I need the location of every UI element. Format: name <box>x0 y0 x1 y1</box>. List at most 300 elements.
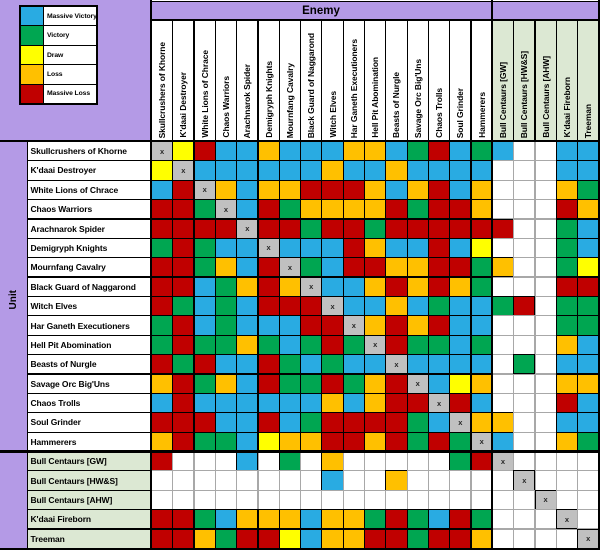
matchup-cell[interactable] <box>343 219 365 239</box>
matchup-cell[interactable] <box>577 160 599 180</box>
matchup-cell[interactable] <box>364 160 386 180</box>
matchup-cell[interactable] <box>492 219 514 239</box>
matchup-cell[interactable] <box>343 199 365 219</box>
empty-cell[interactable] <box>492 509 514 529</box>
row-header[interactable]: Black Guard of Naggarond <box>27 277 152 297</box>
matchup-cell[interactable] <box>385 141 407 161</box>
matchup-cell[interactable] <box>471 277 493 297</box>
empty-cell[interactable] <box>492 160 514 180</box>
matchup-cell[interactable] <box>492 296 514 316</box>
matchup-cell[interactable] <box>492 141 514 161</box>
matchup-cell[interactable] <box>279 412 301 432</box>
empty-cell[interactable] <box>172 470 194 490</box>
matchup-cell[interactable] <box>385 160 407 180</box>
matchup-cell[interactable] <box>513 296 535 316</box>
matchup-cell[interactable] <box>449 238 471 258</box>
diagonal-cell[interactable]: x <box>385 354 407 374</box>
column-header[interactable] <box>300 20 322 141</box>
matchup-cell[interactable] <box>172 432 194 452</box>
matchup-cell[interactable] <box>343 296 365 316</box>
diagonal-cell[interactable]: x <box>535 490 557 510</box>
matchup-cell[interactable] <box>428 529 450 549</box>
matchup-cell[interactable] <box>428 509 450 529</box>
row-header[interactable]: Skullcrushers of Khorne <box>27 141 152 161</box>
matchup-cell[interactable] <box>428 199 450 219</box>
diagonal-cell[interactable]: x <box>279 257 301 277</box>
matchup-cell[interactable] <box>321 238 343 258</box>
matchup-cell[interactable] <box>300 160 322 180</box>
row-header[interactable]: Beasts of Nurgle <box>27 354 152 374</box>
matchup-cell[interactable] <box>407 141 429 161</box>
matchup-cell[interactable] <box>492 257 514 277</box>
matchup-cell[interactable] <box>300 296 322 316</box>
matchup-cell[interactable] <box>407 432 429 452</box>
matchup-cell[interactable] <box>428 432 450 452</box>
empty-cell[interactable] <box>215 451 237 471</box>
empty-cell[interactable] <box>385 490 407 510</box>
matchup-cell[interactable] <box>194 238 216 258</box>
matchup-cell[interactable] <box>407 277 429 297</box>
matchup-cell[interactable] <box>385 374 407 394</box>
row-header[interactable]: Witch Elves <box>27 296 152 316</box>
empty-cell[interactable] <box>556 490 578 510</box>
matchup-cell[interactable] <box>556 199 578 219</box>
empty-cell[interactable] <box>535 374 557 394</box>
matchup-cell[interactable] <box>343 335 365 355</box>
matchup-cell[interactable] <box>471 160 493 180</box>
empty-cell[interactable] <box>172 451 194 471</box>
matchup-cell[interactable] <box>279 509 301 529</box>
empty-cell[interactable] <box>343 490 365 510</box>
row-header[interactable]: Chaos Warriors <box>27 199 152 219</box>
matchup-cell[interactable] <box>428 180 450 200</box>
empty-cell[interactable] <box>535 199 557 219</box>
matchup-cell[interactable] <box>449 509 471 529</box>
matchup-cell[interactable] <box>172 335 194 355</box>
empty-cell[interactable] <box>513 180 535 200</box>
column-header[interactable] <box>513 20 535 141</box>
row-header[interactable]: White Lions of Chrace <box>27 180 152 200</box>
matchup-cell[interactable] <box>194 335 216 355</box>
matchup-cell[interactable] <box>428 296 450 316</box>
empty-cell[interactable] <box>535 470 557 490</box>
matchup-cell[interactable] <box>343 141 365 161</box>
matchup-cell[interactable] <box>556 160 578 180</box>
matchup-cell[interactable] <box>258 412 280 432</box>
matchup-cell[interactable] <box>556 257 578 277</box>
matchup-cell[interactable] <box>471 219 493 239</box>
matchup-cell[interactable] <box>364 374 386 394</box>
matchup-cell[interactable] <box>300 180 322 200</box>
matchup-cell[interactable] <box>428 412 450 432</box>
matchup-cell[interactable] <box>556 412 578 432</box>
empty-cell[interactable] <box>258 451 280 471</box>
empty-cell[interactable] <box>492 529 514 549</box>
empty-cell[interactable] <box>364 470 386 490</box>
column-header[interactable] <box>492 20 514 141</box>
matchup-cell[interactable] <box>279 199 301 219</box>
matchup-cell[interactable] <box>258 199 280 219</box>
row-header[interactable]: Hell Pit Abomination <box>27 335 152 355</box>
matchup-cell[interactable] <box>577 238 599 258</box>
matchup-cell[interactable] <box>236 393 258 413</box>
matchup-cell[interactable] <box>577 219 599 239</box>
matchup-cell[interactable] <box>258 529 280 549</box>
diagonal-cell[interactable]: x <box>343 315 365 335</box>
matchup-cell[interactable] <box>151 529 173 549</box>
matchup-cell[interactable] <box>321 277 343 297</box>
empty-cell[interactable] <box>513 529 535 549</box>
matchup-cell[interactable] <box>279 354 301 374</box>
matchup-cell[interactable] <box>449 296 471 316</box>
matchup-cell[interactable] <box>172 529 194 549</box>
matchup-cell[interactable] <box>321 412 343 432</box>
matchup-cell[interactable] <box>236 509 258 529</box>
matchup-cell[interactable] <box>428 141 450 161</box>
matchup-cell[interactable] <box>407 335 429 355</box>
matchup-cell[interactable] <box>556 432 578 452</box>
matchup-cell[interactable] <box>300 199 322 219</box>
matchup-cell[interactable] <box>215 393 237 413</box>
matchup-cell[interactable] <box>428 238 450 258</box>
empty-cell[interactable] <box>449 490 471 510</box>
matchup-cell[interactable] <box>194 315 216 335</box>
matchup-cell[interactable] <box>364 412 386 432</box>
matchup-cell[interactable] <box>151 238 173 258</box>
matchup-cell[interactable] <box>321 160 343 180</box>
empty-cell[interactable] <box>321 490 343 510</box>
diagonal-cell[interactable]: x <box>407 374 429 394</box>
row-header[interactable]: Bull Centaurs [GW] <box>27 451 152 471</box>
empty-cell[interactable] <box>172 490 194 510</box>
matchup-cell[interactable] <box>556 277 578 297</box>
matchup-cell[interactable] <box>407 160 429 180</box>
empty-cell[interactable] <box>300 470 322 490</box>
matchup-cell[interactable] <box>449 219 471 239</box>
matchup-cell[interactable] <box>471 529 493 549</box>
matchup-cell[interactable] <box>385 277 407 297</box>
matchup-cell[interactable] <box>428 354 450 374</box>
matchup-cell[interactable] <box>364 315 386 335</box>
matchup-cell[interactable] <box>577 180 599 200</box>
empty-cell[interactable] <box>535 315 557 335</box>
matchup-cell[interactable] <box>321 509 343 529</box>
row-header[interactable]: Hammerers <box>27 432 152 452</box>
matchup-cell[interactable] <box>215 277 237 297</box>
matchup-cell[interactable] <box>492 412 514 432</box>
empty-cell[interactable] <box>535 354 557 374</box>
matchup-cell[interactable] <box>407 509 429 529</box>
matchup-cell[interactable] <box>343 412 365 432</box>
empty-cell[interactable] <box>513 199 535 219</box>
empty-cell[interactable] <box>492 315 514 335</box>
column-header[interactable] <box>471 20 493 141</box>
matchup-cell[interactable] <box>471 354 493 374</box>
diagonal-cell[interactable]: x <box>428 393 450 413</box>
matchup-cell[interactable] <box>577 315 599 335</box>
matchup-cell[interactable] <box>577 277 599 297</box>
diagonal-cell[interactable]: x <box>449 412 471 432</box>
empty-cell[interactable] <box>556 451 578 471</box>
matchup-cell[interactable] <box>194 412 216 432</box>
empty-cell[interactable] <box>513 393 535 413</box>
matchup-cell[interactable] <box>300 141 322 161</box>
empty-cell[interactable] <box>513 277 535 297</box>
matchup-cell[interactable] <box>471 412 493 432</box>
matchup-cell[interactable] <box>577 257 599 277</box>
matchup-cell[interactable] <box>407 354 429 374</box>
matchup-cell[interactable] <box>385 257 407 277</box>
matchup-cell[interactable] <box>194 509 216 529</box>
matchup-cell[interactable] <box>236 529 258 549</box>
matchup-cell[interactable] <box>300 529 322 549</box>
matchup-cell[interactable] <box>194 432 216 452</box>
matchup-cell[interactable] <box>321 335 343 355</box>
column-header[interactable] <box>236 20 258 141</box>
matchup-cell[interactable] <box>321 219 343 239</box>
matchup-cell[interactable] <box>343 257 365 277</box>
row-header[interactable]: Bull Centaurs [HW&S] <box>27 470 152 490</box>
matchup-cell[interactable] <box>321 529 343 549</box>
matchup-cell[interactable] <box>279 451 301 471</box>
matchup-cell[interactable] <box>300 219 322 239</box>
matchup-cell[interactable] <box>577 374 599 394</box>
matchup-cell[interactable] <box>407 257 429 277</box>
matchup-cell[interactable] <box>449 354 471 374</box>
empty-cell[interactable] <box>492 354 514 374</box>
matchup-cell[interactable] <box>343 374 365 394</box>
matchup-cell[interactable] <box>300 412 322 432</box>
matchup-cell[interactable] <box>194 393 216 413</box>
matchup-cell[interactable] <box>279 335 301 355</box>
matchup-cell[interactable] <box>407 199 429 219</box>
matchup-cell[interactable] <box>343 180 365 200</box>
matchup-cell[interactable] <box>194 141 216 161</box>
matchup-cell[interactable] <box>407 412 429 432</box>
empty-cell[interactable] <box>471 470 493 490</box>
matchup-cell[interactable] <box>343 354 365 374</box>
empty-cell[interactable] <box>151 470 173 490</box>
matchup-cell[interactable] <box>236 160 258 180</box>
empty-cell[interactable] <box>577 470 599 490</box>
column-header[interactable] <box>151 20 173 141</box>
matchup-cell[interactable] <box>407 180 429 200</box>
matchup-cell[interactable] <box>449 335 471 355</box>
matchup-cell[interactable] <box>236 296 258 316</box>
empty-cell[interactable] <box>513 238 535 258</box>
empty-cell[interactable] <box>471 490 493 510</box>
empty-cell[interactable] <box>513 315 535 335</box>
empty-cell[interactable] <box>492 470 514 490</box>
matchup-cell[interactable] <box>471 451 493 471</box>
empty-cell[interactable] <box>258 490 280 510</box>
empty-cell[interactable] <box>194 490 216 510</box>
empty-cell[interactable] <box>492 374 514 394</box>
matchup-cell[interactable] <box>151 257 173 277</box>
matchup-cell[interactable] <box>471 141 493 161</box>
matchup-cell[interactable] <box>279 238 301 258</box>
matchup-cell[interactable] <box>236 412 258 432</box>
matchup-cell[interactable] <box>236 335 258 355</box>
matchup-cell[interactable] <box>215 509 237 529</box>
diagonal-cell[interactable]: x <box>577 529 599 549</box>
column-header[interactable] <box>321 20 343 141</box>
matchup-cell[interactable] <box>215 412 237 432</box>
row-header[interactable]: Bull Centaurs [AHW] <box>27 490 152 510</box>
matchup-cell[interactable] <box>300 335 322 355</box>
empty-cell[interactable] <box>343 451 365 471</box>
matchup-cell[interactable] <box>258 393 280 413</box>
matchup-cell[interactable] <box>236 238 258 258</box>
diagonal-cell[interactable]: x <box>492 451 514 471</box>
matchup-cell[interactable] <box>194 296 216 316</box>
diagonal-cell[interactable]: x <box>194 180 216 200</box>
matchup-cell[interactable] <box>258 160 280 180</box>
matchup-cell[interactable] <box>215 432 237 452</box>
row-header[interactable]: Chaos Trolls <box>27 393 152 413</box>
matchup-cell[interactable] <box>449 529 471 549</box>
matchup-cell[interactable] <box>364 199 386 219</box>
matchup-cell[interactable] <box>151 315 173 335</box>
empty-cell[interactable] <box>535 432 557 452</box>
matchup-cell[interactable] <box>556 315 578 335</box>
row-header[interactable]: Savage Orc Big'Uns <box>27 374 152 394</box>
matchup-cell[interactable] <box>343 509 365 529</box>
matchup-cell[interactable] <box>343 529 365 549</box>
matchup-cell[interactable] <box>215 315 237 335</box>
matchup-cell[interactable] <box>428 335 450 355</box>
matchup-cell[interactable] <box>321 470 343 490</box>
matchup-cell[interactable] <box>279 160 301 180</box>
matchup-cell[interactable] <box>449 451 471 471</box>
empty-cell[interactable] <box>492 490 514 510</box>
empty-cell[interactable] <box>492 393 514 413</box>
matchup-cell[interactable] <box>321 393 343 413</box>
matchup-cell[interactable] <box>364 141 386 161</box>
matchup-cell[interactable] <box>471 180 493 200</box>
matchup-cell[interactable] <box>194 529 216 549</box>
matchup-cell[interactable] <box>258 335 280 355</box>
matchup-cell[interactable] <box>385 432 407 452</box>
diagonal-cell[interactable]: x <box>300 277 322 297</box>
matchup-cell[interactable] <box>321 354 343 374</box>
column-header[interactable] <box>364 20 386 141</box>
matchup-cell[interactable] <box>364 393 386 413</box>
column-header[interactable] <box>577 20 599 141</box>
diagonal-cell[interactable]: x <box>172 160 194 180</box>
matchup-cell[interactable] <box>556 354 578 374</box>
column-header[interactable] <box>428 20 450 141</box>
matchup-cell[interactable] <box>428 277 450 297</box>
matchup-cell[interactable] <box>385 199 407 219</box>
column-header[interactable] <box>215 20 237 141</box>
row-header[interactable]: Treeman <box>27 529 152 549</box>
matchup-cell[interactable] <box>151 277 173 297</box>
matchup-cell[interactable] <box>364 277 386 297</box>
empty-cell[interactable] <box>492 199 514 219</box>
diagonal-cell[interactable]: x <box>364 335 386 355</box>
matchup-cell[interactable] <box>556 296 578 316</box>
empty-cell[interactable] <box>513 509 535 529</box>
matchup-cell[interactable] <box>471 238 493 258</box>
matchup-cell[interactable] <box>236 277 258 297</box>
matchup-cell[interactable] <box>449 315 471 335</box>
matchup-cell[interactable] <box>385 238 407 258</box>
matchup-cell[interactable] <box>556 238 578 258</box>
empty-cell[interactable] <box>535 412 557 432</box>
matchup-cell[interactable] <box>364 257 386 277</box>
matchup-cell[interactable] <box>364 238 386 258</box>
diagonal-cell[interactable]: x <box>556 509 578 529</box>
empty-cell[interactable] <box>513 257 535 277</box>
matchup-cell[interactable] <box>471 509 493 529</box>
empty-cell[interactable] <box>364 490 386 510</box>
empty-cell[interactable] <box>535 219 557 239</box>
matchup-cell[interactable] <box>300 374 322 394</box>
matchup-cell[interactable] <box>172 180 194 200</box>
empty-cell[interactable] <box>407 490 429 510</box>
matchup-cell[interactable] <box>449 393 471 413</box>
matchup-cell[interactable] <box>172 219 194 239</box>
matchup-cell[interactable] <box>279 529 301 549</box>
empty-cell[interactable] <box>428 490 450 510</box>
matchup-cell[interactable] <box>321 257 343 277</box>
matchup-cell[interactable] <box>471 393 493 413</box>
matchup-cell[interactable] <box>364 529 386 549</box>
matchup-cell[interactable] <box>151 296 173 316</box>
matchup-cell[interactable] <box>385 315 407 335</box>
matchup-cell[interactable] <box>172 354 194 374</box>
column-header[interactable] <box>556 20 578 141</box>
empty-cell[interactable] <box>300 490 322 510</box>
empty-cell[interactable] <box>513 219 535 239</box>
matchup-cell[interactable] <box>215 354 237 374</box>
matchup-cell[interactable] <box>172 238 194 258</box>
matchup-cell[interactable] <box>321 199 343 219</box>
matchup-cell[interactable] <box>172 374 194 394</box>
matchup-cell[interactable] <box>279 296 301 316</box>
matchup-cell[interactable] <box>364 219 386 239</box>
empty-cell[interactable] <box>385 451 407 471</box>
empty-cell[interactable] <box>407 470 429 490</box>
matchup-cell[interactable] <box>279 393 301 413</box>
matchup-cell[interactable] <box>385 509 407 529</box>
matchup-cell[interactable] <box>343 393 365 413</box>
matchup-cell[interactable] <box>236 374 258 394</box>
matchup-cell[interactable] <box>258 374 280 394</box>
matchup-cell[interactable] <box>172 141 194 161</box>
matchup-cell[interactable] <box>194 374 216 394</box>
matchup-cell[interactable] <box>343 277 365 297</box>
matchup-cell[interactable] <box>556 374 578 394</box>
empty-cell[interactable] <box>535 160 557 180</box>
empty-cell[interactable] <box>492 238 514 258</box>
matchup-cell[interactable] <box>321 432 343 452</box>
matchup-cell[interactable] <box>258 315 280 335</box>
matchup-cell[interactable] <box>449 374 471 394</box>
matchup-cell[interactable] <box>471 374 493 394</box>
matchup-cell[interactable] <box>364 296 386 316</box>
matchup-cell[interactable] <box>577 141 599 161</box>
row-header[interactable]: Mournfang Cavalry <box>27 257 152 277</box>
matchup-cell[interactable] <box>577 296 599 316</box>
matchup-cell[interactable] <box>279 277 301 297</box>
matchup-cell[interactable] <box>407 315 429 335</box>
matchup-cell[interactable] <box>449 180 471 200</box>
matchup-cell[interactable] <box>172 257 194 277</box>
matchup-cell[interactable] <box>215 160 237 180</box>
matchup-cell[interactable] <box>577 432 599 452</box>
